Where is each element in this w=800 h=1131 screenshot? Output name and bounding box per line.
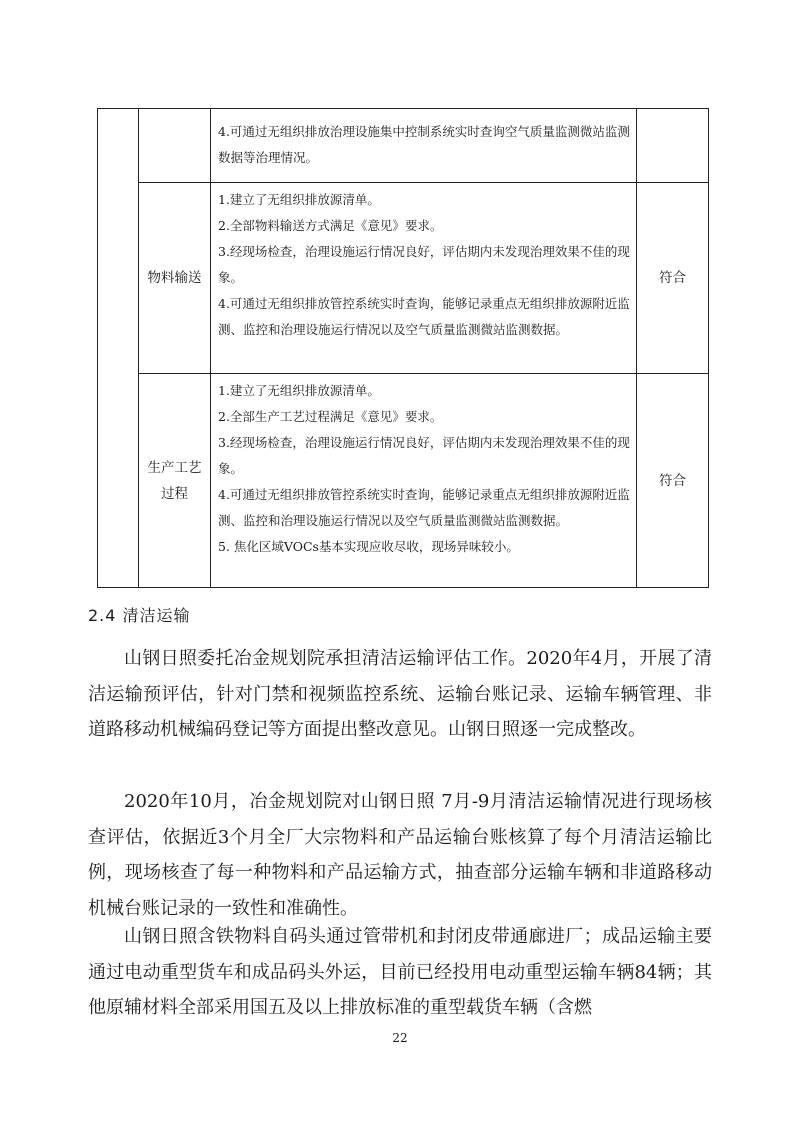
assessment-table: [97, 108, 709, 588]
content-line: 3.经现场检查，治理设施运行情况良好，评估期内未发现治理效果不佳的现象。: [218, 244, 630, 285]
result-value: 符合: [659, 473, 686, 489]
content-line: 2.全部生产工艺过程满足《意见》要求。: [218, 409, 443, 424]
table-cell-result: [637, 183, 708, 373]
content-line: 4.可通过无组织排放治理设施集中控制系统实时查询空气质量监测微站监测数据等治理情况。: [218, 124, 630, 165]
body-paragraph: 山钢日照委托冶金规划院承担清洁运输评估工作。2020年4月，开展了清洁运输预评估，针对门禁和视频监控系统、运输台账记录、运输车辆管理、非道路移动机械编码登记等方面提出整改意见。山钢日照逐一完成整改。: [88, 648, 712, 740]
table-col-divider: [210, 108, 211, 588]
table-row-divider: [138, 373, 709, 374]
section-heading: 2.4 清洁运输: [88, 606, 191, 625]
table-cell-item: [145, 374, 204, 588]
page-number: 22: [392, 1031, 408, 1045]
content-line: 1.建立了无组织排放源清单。: [218, 192, 380, 207]
table-row-divider: [138, 182, 709, 183]
table-cell-content: [218, 187, 630, 343]
content-line: 1.建立了无组织排放源清单。: [218, 383, 380, 398]
content-line: 2.全部物料输送方式满足《意见》要求。: [218, 218, 443, 233]
table-border-right: [708, 108, 709, 588]
table-cell-content: [218, 119, 630, 171]
table-cell-result: [637, 374, 708, 588]
result-value: 符合: [659, 270, 686, 286]
content-line: 3.经现场检查，治理设施运行情况良好，评估期内未发现治理效果不佳的现象。: [218, 435, 630, 476]
content-line: 4.可通过无组织排放管控系统实时查询，能够记录重点无组织排放源附近监测、监控和治理设施运行情况以及空气质量监测微站监测数据。: [218, 487, 630, 528]
table-border-top: [97, 108, 709, 109]
item-label: 物料输送: [147, 270, 202, 286]
table-border-left: [97, 108, 98, 588]
item-label: 生产工艺过程: [147, 460, 202, 502]
body-paragraph: 山钢日照含铁物料自码头通过管带机和封闭皮带通廊进厂；成品运输主要通过电动重型货车和成品码头外运，目前已经投用电动重型运输车辆84辆；其他原辅材料全部采用国五及以上排放标准的重型载货车辆（含燃: [88, 926, 712, 1018]
table-cell-item: [139, 183, 210, 373]
content-line: 4.可通过无组织排放管控系统实时查询，能够记录重点无组织排放源附近监测、监控和治理设施运行情况以及空气质量监测微站监测数据。: [218, 296, 630, 337]
content-line: 5. 焦化区域VOCs基本实现应收尽收，现场异味较小。: [218, 539, 519, 554]
body-paragraph: 2020年10月，冶金规划院对山钢日照 7月-9月清洁运输情况进行现场核查评估，依据近3个月全厂大宗物料和产品运输台账核算了每个月清洁运输比例，现场核查了每一种物料和产品运输方式，抽查部分运输车辆和非道路移动机械台账记录的一致性和准确性。: [88, 791, 712, 919]
table-cell-content: [218, 378, 630, 560]
